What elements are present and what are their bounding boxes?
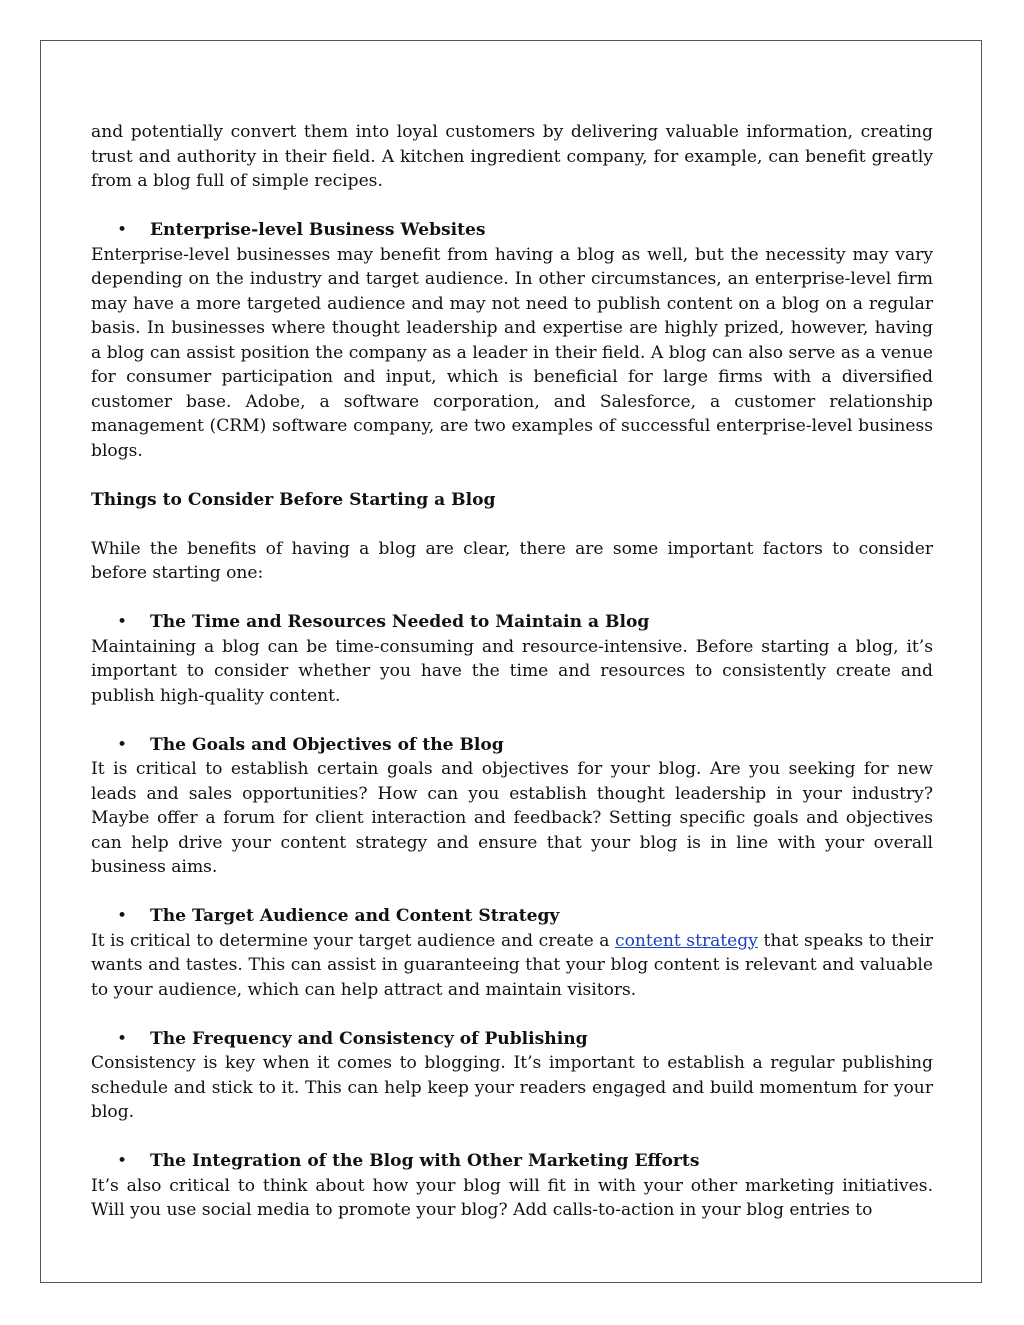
- consideration-heading-text: The Target Audience and Content Strategy: [150, 906, 560, 926]
- consideration-heading-frequency: [91, 1027, 933, 1052]
- enterprise-heading-text: Enterprise-level Business Websites: [150, 220, 486, 240]
- spacer: [91, 194, 933, 219]
- consideration-heading-text: The Time and Resources Needed to Maintain a Blog: [150, 612, 650, 632]
- consideration-heading-audience: [91, 904, 933, 929]
- consideration-heading-goals: [91, 733, 933, 758]
- spacer: [91, 586, 933, 611]
- bullet-icon: •: [117, 612, 128, 632]
- consideration-heading-text: The Integration of the Blog with Other Marketing Efforts: [150, 1151, 700, 1171]
- paragraph-text-before-link: It is critical to determine your target audience and create a: [91, 930, 616, 951]
- spacer: [91, 880, 933, 905]
- enterprise-paragraph: Enterprise-level businesses may benefit from having a blog as well, but the necessity may vary depending on the industry and target audience. In other circumstances, an enterprise-level firm may have a more targeted audience and may not need to publish content on a blog on a regular basis. In businesses where thought leadership and expertise are highly prized, however, having a blog can assist position the company as a leader in their field. A blog can also serve as a venue for consumer participation and input, which is beneficial for large firms with a diversified customer base. Adobe, a software corporation, and Salesforce, a customer relationship management (CRM) software company, are two examples of successful enterprise-level business blogs.: [91, 244, 933, 461]
- consideration-heading-integration: [91, 1149, 933, 1174]
- consideration-paragraph: [91, 929, 933, 1003]
- consideration-heading-time-resources: [91, 610, 933, 635]
- section-intro: While the benefits of having a blog are clear, there are some important factors to consider before starting one:: [91, 538, 933, 583]
- consideration-heading-text: The Frequency and Consistency of Publishing: [150, 1028, 588, 1049]
- spacer: [91, 512, 933, 537]
- consideration-paragraph: It’s also critical to think about how your blog will fit in with your other marketing initiatives. Will you use social media to promote your blog? Add calls-to-action in your blog entries to: [91, 1175, 933, 1220]
- bullet-icon: •: [117, 906, 128, 926]
- intro-paragraph: and potentially convert them into loyal customers by delivering valuable information, creating trust and authority in their field. A kitchen ingredient company, for example, can benefit greatly from a blog full of simple recipes.: [91, 122, 933, 191]
- spacer: [91, 708, 933, 733]
- spacer: [91, 1125, 933, 1150]
- consideration-paragraph: Consistency is key when it comes to blogging. It’s important to establish a regular publishing schedule and stick to it. This can help keep your readers engaged and build momentum for your blog.: [91, 1053, 933, 1122]
- bullet-icon: •: [117, 734, 128, 755]
- spacer: [91, 463, 933, 488]
- section-heading: Things to Consider Before Starting a Blog: [91, 489, 496, 510]
- bullet-icon: •: [117, 1151, 128, 1171]
- spacer: [91, 1002, 933, 1027]
- bullet-icon: •: [117, 1028, 128, 1049]
- consideration-paragraph: Maintaining a blog can be time-consuming and resource-intensive. Before starting a blog, it’s important to consider whether you have the time and resources to consistently create and publish high-quality content.: [91, 636, 933, 706]
- enterprise-heading: [91, 218, 933, 243]
- consideration-heading-text: The Goals and Objectives of the Blog: [150, 734, 504, 755]
- document-body: [91, 120, 933, 1223]
- paragraph-text-after-link: that speaks to their wants and tastes. This can assist in guaranteeing that your blog content is relevant and valuable to your audience, which can help attract and maintain visitors.: [91, 930, 934, 1000]
- bullet-icon: •: [117, 220, 128, 240]
- content-strategy-link[interactable]: content strategy: [615, 930, 758, 951]
- consideration-paragraph: It is critical to establish certain goals and objectives for your blog. Are you seeking for new leads and sales opportunities? How can you establish thought leadership in your industry? Maybe offer a forum for client interaction and feedback? Setting specific goals and objectives can help drive your content strategy and ensure that your blog is in line with your overall business aims.: [91, 759, 933, 877]
